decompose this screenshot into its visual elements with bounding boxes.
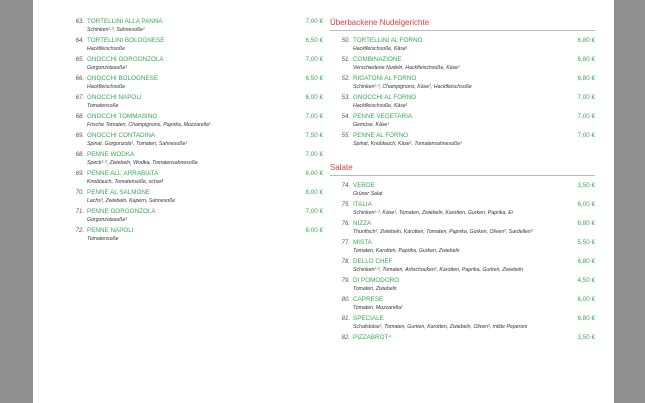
menu-item	[64, 18, 323, 37]
item-price: 6,80 €	[577, 220, 595, 227]
menu-item	[64, 227, 323, 246]
item-name: CAPRESE	[353, 296, 384, 303]
item-number: 50.	[341, 38, 350, 44]
item-price: 7,50 €	[305, 132, 323, 139]
item-description: Gorgonzolasoße¹	[87, 65, 128, 71]
item-name: TORTELLINI ALLA PANNA	[87, 18, 163, 25]
item-price: 6,00 €	[577, 296, 595, 303]
item-description: Verschiedene Nudeln, Hackfleischsoße, Käse¹	[353, 65, 460, 71]
menu-item	[64, 56, 323, 75]
menu-item	[330, 56, 595, 75]
item-number: 76.	[341, 221, 350, 227]
item-number: 54.	[341, 114, 350, 120]
item-name: GNOCCHI BOLOGNESE	[87, 75, 159, 82]
item-name: TORTELLINI BOLOGNESE	[87, 37, 165, 44]
menu-item	[330, 220, 595, 239]
item-price: 6,00 €	[305, 94, 323, 101]
section-heading-salate: Salate	[330, 163, 595, 176]
item-number: 68.	[75, 152, 84, 158]
item-price: 6,80 €	[577, 37, 595, 44]
item-description: Tomaten, Zwiebeln	[353, 286, 397, 292]
item-price: 6,00 €	[305, 227, 323, 234]
item-price: 4,50 €	[577, 277, 595, 284]
item-name: PENNE GORGONZOLA	[87, 208, 156, 215]
item-price: 6,50 €	[305, 37, 323, 44]
item-price: 6,80 €	[577, 258, 595, 265]
item-price: 7,00 €	[305, 208, 323, 215]
item-price: 7,00 €	[305, 18, 323, 25]
item-name: GNOCCHI NAPOLI	[87, 94, 142, 101]
item-price: 7,00 €	[577, 94, 595, 101]
item-price: 8,00 €	[305, 189, 323, 196]
item-name: GNOCCHI GORGONZOLA	[87, 56, 164, 63]
item-name: TORTELLINI AL FORNO	[353, 37, 423, 44]
item-number: 68.	[75, 114, 84, 120]
item-number: 64.	[75, 38, 84, 44]
menu-item	[64, 151, 323, 170]
menu-item	[64, 37, 323, 56]
item-number: 66.	[75, 76, 84, 82]
item-number: 79.	[341, 278, 350, 284]
item-description: Schinken²·³, Sahnesoße¹	[87, 27, 145, 33]
menu-item	[64, 208, 323, 227]
item-number: 63.	[75, 19, 84, 25]
item-number: 69.	[75, 133, 84, 139]
item-name: RIGATONI AL FORNO	[353, 75, 417, 82]
item-number: 82.	[341, 335, 350, 341]
item-number: 80.	[341, 297, 350, 303]
item-description: Hackfleischsoße, Käse¹	[353, 46, 408, 52]
menu-item	[330, 277, 595, 296]
item-number: 55.	[341, 133, 350, 139]
item-name: GNOCCHI TOMMASINO	[87, 113, 158, 120]
item-description: Spinat, Gorgonzola¹, Tomaten, Sahnesoße¹	[87, 141, 188, 147]
menu-item	[64, 94, 323, 113]
item-name: COMBINAZIONE	[353, 56, 402, 63]
item-description: Knoblauch, Tomatensoße, scharf	[87, 179, 163, 185]
item-description: Lachs³, Zwiebeln, Kapern, Sahnesoße	[87, 198, 176, 204]
menu-item	[330, 37, 595, 56]
menu-item	[330, 182, 595, 201]
item-name: PIZZABROT⁴	[353, 334, 392, 341]
item-description: Gemüse, Käse¹	[353, 122, 390, 128]
item-number: 75.	[341, 202, 350, 208]
right-column	[330, 18, 595, 353]
item-number: 72.	[75, 228, 84, 234]
menu-item	[330, 315, 595, 334]
menu-item	[64, 75, 323, 94]
item-description: Speck²·³, Zwiebeln, Wodka, Tomatensahnesoße	[87, 160, 198, 166]
item-price: 7,00 €	[305, 56, 323, 63]
menu-item	[330, 334, 595, 353]
item-name: DELLO CHEF	[353, 258, 393, 265]
menu-item	[330, 296, 595, 315]
item-price: 3,50 €	[577, 182, 595, 189]
item-price: 5,50 €	[577, 239, 595, 246]
item-description: Thunfisch³, Zwiebeln, Karotten, Tomaten, Paprika, Gurken, Oliven², Sardellen³	[353, 229, 533, 235]
item-description: Hackfleischsoße	[87, 84, 126, 90]
item-price: 6,50 €	[305, 75, 323, 82]
item-name: GNOCCHI AL FORNO	[353, 94, 417, 101]
item-description: Tomaten, Mozzarella¹	[353, 305, 403, 311]
item-price: 6,00 €	[577, 201, 595, 208]
item-number: 51.	[341, 57, 350, 63]
item-name: SPECIALE	[353, 315, 384, 322]
item-price: 7,00 €	[577, 132, 595, 139]
item-number: 77.	[341, 240, 350, 246]
item-name: NIZZA	[353, 220, 372, 227]
item-number: 70.	[75, 190, 84, 196]
left-column	[64, 18, 323, 246]
item-price: 6,80 €	[577, 56, 595, 63]
item-number: 53.	[341, 95, 350, 101]
item-number: 52.	[341, 76, 350, 82]
item-description: Frische Tomaten, Champignons, Paprika, Mozzarella¹	[87, 122, 211, 128]
item-number: 81.	[341, 316, 350, 322]
item-name: PENNE ALL’ ARRABIATA	[87, 170, 159, 177]
section-heading-nudelgerichte: Überbackene Nudelgerichte	[330, 18, 595, 31]
item-number: 74.	[341, 183, 350, 189]
item-name: PENNE VEGETARIA	[353, 113, 413, 120]
menu-item	[64, 170, 323, 189]
item-description: Hackfleischsoße, Käse¹	[353, 103, 408, 109]
item-description: Schafskäse¹, Tomaten, Gurken, Karotten, Zwiebeln, Oliven², milde Peperoni	[353, 324, 528, 330]
item-price: 6,80 €	[577, 75, 595, 82]
item-description: Hackfleischsoße	[87, 46, 126, 52]
item-number: 71.	[75, 209, 84, 215]
menu-item	[330, 132, 595, 151]
item-name: PENNE WODKA	[87, 151, 135, 158]
menu-item	[330, 94, 595, 113]
menu-page	[33, 0, 614, 403]
item-description: Spinat, Knoblauch, Käse¹, Tomatensahnesoße¹	[353, 141, 462, 147]
item-price: 6,80 €	[577, 315, 595, 322]
item-name: PENNE NAPOLI	[87, 227, 134, 234]
item-price: 7,00 €	[305, 151, 323, 158]
item-name: PENNE AL FORNO	[353, 132, 409, 139]
item-description: Tomatensoße	[87, 236, 119, 242]
item-name: MISTA	[353, 239, 372, 246]
menu-item	[330, 258, 595, 277]
menu-item	[330, 239, 595, 258]
item-description: Tomaten, Karotten, Paprika, Gurken, Zwiebeln	[353, 248, 460, 254]
menu-item	[64, 189, 323, 208]
item-number: 78.	[341, 259, 350, 265]
item-price: 7,00 €	[577, 113, 595, 120]
item-number: 67.	[75, 95, 84, 101]
menu-item	[330, 113, 595, 132]
menu-item	[64, 132, 323, 151]
menu-item	[330, 75, 595, 94]
item-price: 3,50 €	[577, 334, 595, 341]
item-number: 65.	[75, 57, 84, 63]
item-number: 69.	[75, 171, 84, 177]
item-description: Grüner Salat	[353, 191, 383, 197]
item-description: Tomatensoße	[87, 103, 119, 109]
item-description: Gorgonzolasoße¹	[87, 217, 128, 223]
item-description: Schinken²·³, Käse¹, Tomaten, Zwiebeln, Karotten, Gurken, Paprika, Ei	[353, 210, 513, 216]
item-name: DI POMODORO	[353, 277, 400, 284]
item-name: PENNE AL SALMONE	[87, 189, 151, 196]
item-name: GNOCCHI CONTADINA	[87, 132, 156, 139]
menu-item	[64, 113, 323, 132]
item-price: 6,00 €	[305, 170, 323, 177]
item-description: Schinken²·³, Champignons, Käse¹, Hackfleischsoße	[353, 84, 472, 90]
item-name: ITALIA	[353, 201, 372, 208]
item-description: Schinken²·³, Tomaten, Artischocken², Karotten, Paprika, Gurken, Zwiebeln	[353, 267, 524, 273]
item-name: VERDE	[353, 182, 375, 189]
menu-item	[330, 201, 595, 220]
item-price: 7,00 €	[305, 113, 323, 120]
